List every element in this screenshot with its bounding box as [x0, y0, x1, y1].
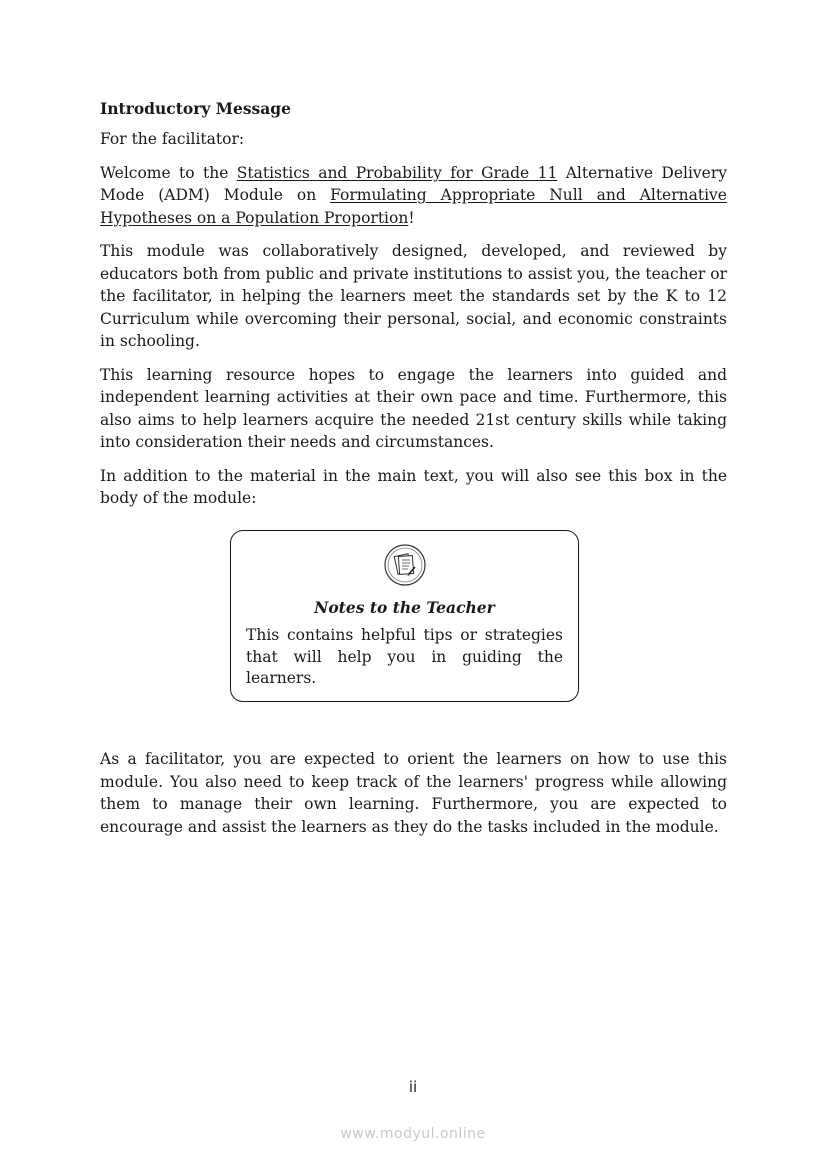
- intro-section: [100, 98, 727, 521]
- paragraph-collaboration: This module was collaboratively designed, developed, and reviewed by educators both from public and private institutions to assist you, the teacher or the facilitator, in helping the learners meet the standards set by the K to 12 Curriculum while overcoming their personal, social, and economic constraints in schooling.: [100, 242, 727, 350]
- closing-section: [100, 748, 727, 849]
- page-number: ii: [408, 1078, 418, 1096]
- welcome-paragraph: [100, 162, 727, 230]
- notes-icon: [383, 543, 427, 587]
- paragraph-learning-resource: This learning resource hopes to engage the learners into guided and independent learning activities at their own pace and time. Furthermore, this also aims to help learners acquire the needed 21st century skills while taking into consideration their needs and circumstances.: [100, 365, 727, 451]
- watermark: www.modyul.online: [340, 1126, 486, 1142]
- notes-to-teacher-box: [230, 530, 579, 702]
- module-title: Formulating Appropriate Null and Alternative Hypotheses on a Population Proportion: [100, 186, 727, 227]
- paragraph-box-intro: In addition to the material in the main text, you will also see this box in the body of the module:: [100, 466, 727, 507]
- notes-box-body: This contains helpful tips or strategies that will help you in guiding the learners.: [246, 626, 563, 687]
- page-title: Introductory Message: [100, 99, 292, 118]
- welcome-prefix: Welcome to the: [100, 163, 237, 182]
- welcome-middle: Alternative Delivery Mode (ADM) Module on: [100, 163, 727, 204]
- facilitator-label: For the facilitator:: [100, 130, 245, 148]
- subject-title: Statistics and Probability for Grade 11: [236, 163, 558, 182]
- welcome-suffix: !: [408, 208, 415, 227]
- paragraph-closing: As a facilitator, you are expected to orient the learners on how to use this module. You also need to keep track of the learners' progress while allowing them to manage their own learning. Furthermore, you are expected to encourage and assist the learners as they do the tasks included in the module.: [100, 750, 727, 836]
- notes-box-title: Notes to the Teacher: [314, 598, 495, 617]
